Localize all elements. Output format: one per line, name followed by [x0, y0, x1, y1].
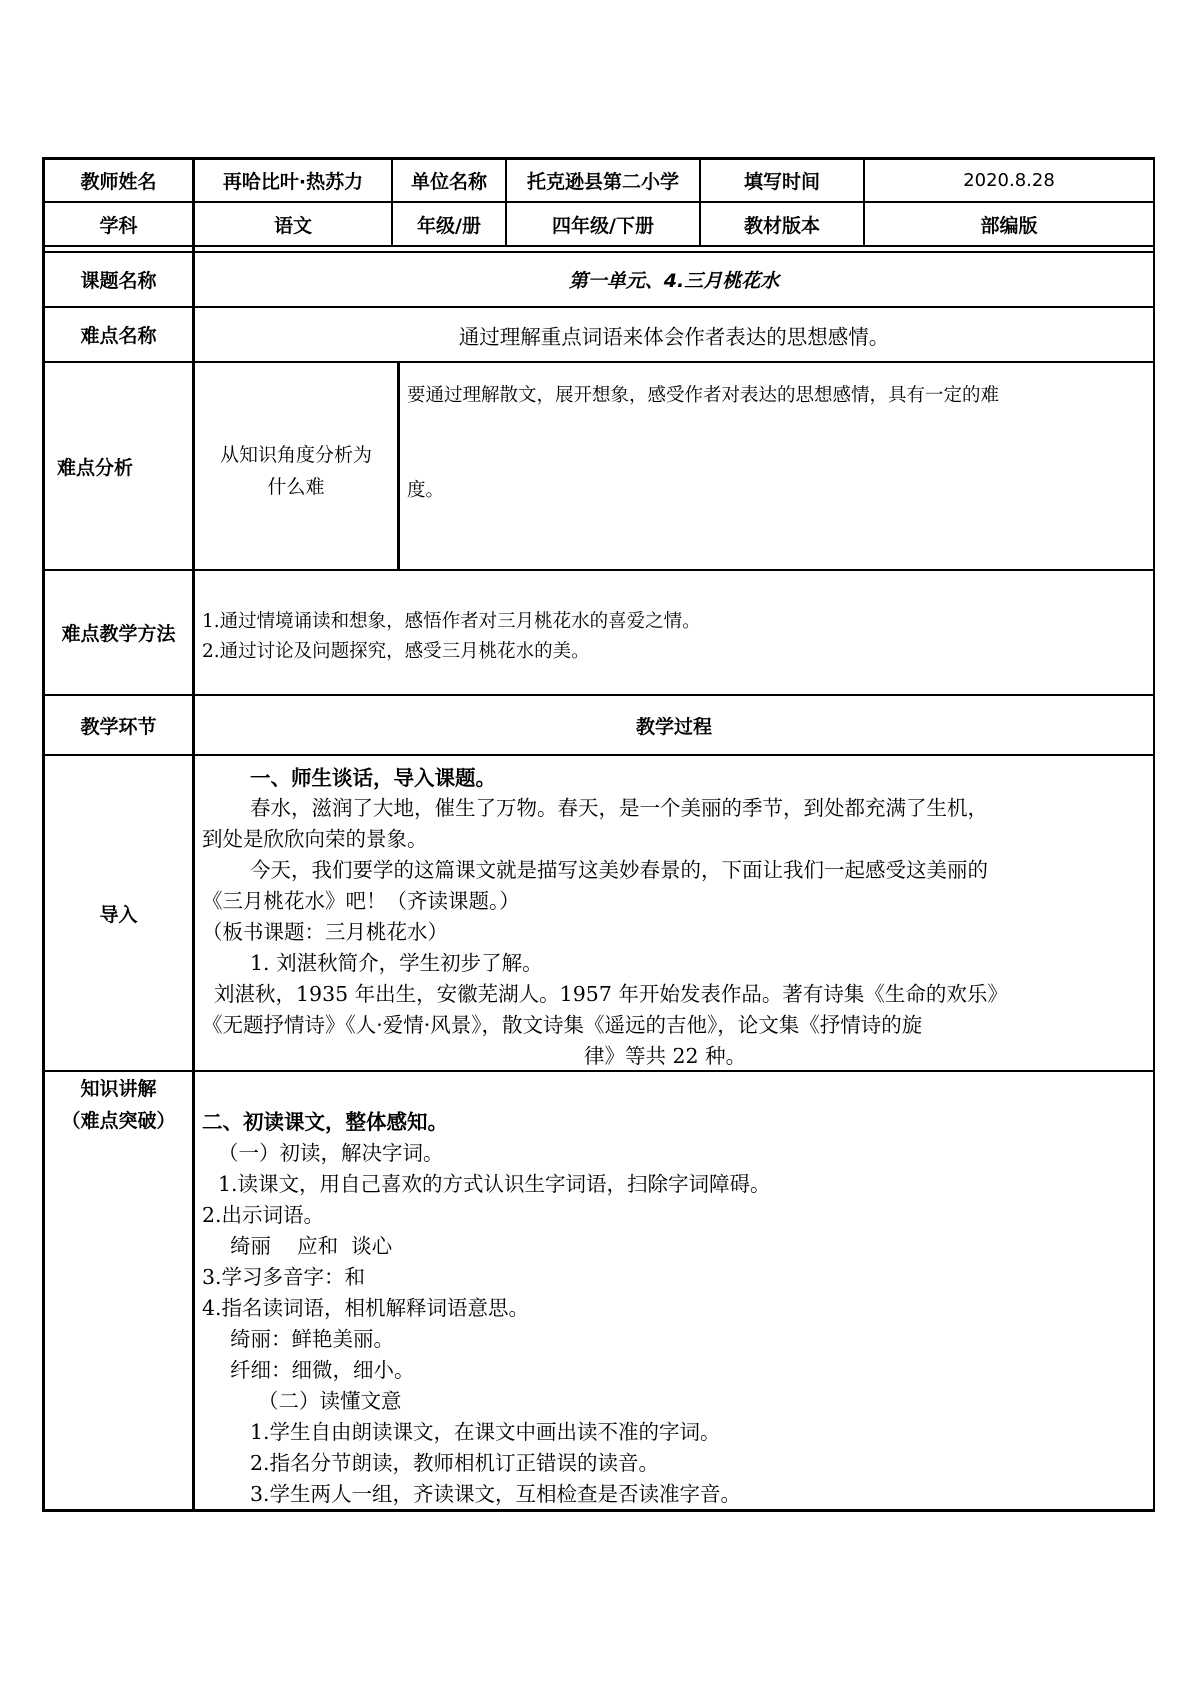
- knowledge-label-line1: 知识讲解: [80, 1078, 157, 1100]
- intro-heading: 一、师生谈话，导入课题。: [250, 766, 496, 790]
- intro-label: 导入: [99, 903, 138, 926]
- intro-line: 今天，我们要学的这篇课文就是描写这美妙春景的，下面让我们一起感受这美丽的: [250, 858, 988, 882]
- intro-line: 《三月桃花水》吧！（齐读课题。）: [202, 889, 520, 913]
- knowledge-line: （一）初读，解决字词。: [218, 1141, 444, 1165]
- intro-line: 1. 刘湛秋简介，学生初步了解。: [250, 951, 543, 975]
- analysis-text-line2: 度。: [407, 480, 445, 501]
- analysis-sub-label-line2: 什么难: [267, 476, 325, 498]
- methods-label: 难点教学方法: [61, 623, 176, 645]
- knowledge-line: （二）读懂文意: [258, 1389, 402, 1413]
- unit-name-label: 单位名称: [410, 171, 487, 193]
- knowledge-line: 纤细：细微，细小。: [230, 1358, 415, 1382]
- edition-label: 教材版本: [743, 214, 820, 237]
- date-value: 2020.8.28: [963, 170, 1055, 191]
- knowledge-label-line2: （难点突破）: [61, 1110, 176, 1132]
- knowledge-line: 绮丽 应和 谈心: [230, 1234, 393, 1258]
- grade-label: 年级/册: [417, 214, 481, 237]
- knowledge-line: 1.读课文，用自己喜欢的方式认识生字词语，扫除字词障碍。: [218, 1172, 771, 1196]
- analysis-label: 难点分析: [56, 456, 133, 479]
- teacher-name-value: 再哈比叶·热苏力: [222, 171, 364, 193]
- knowledge-heading: 二、初读课文，整体感知。: [202, 1110, 448, 1134]
- intro-line: 《无题抒情诗》《人·爱情·风景》，散文诗集《遥远的吉他》，论文集《抒情诗的旋: [202, 1013, 923, 1037]
- analysis-sub-label-line1: 从知识角度分析为: [219, 444, 372, 466]
- intro-line: 刘湛秋，1935 年出生，安徽芜湖人。1957 年开始发表作品。著有诗集《生命的欢乐》: [214, 982, 1008, 1006]
- difficulty-value: 通过理解重点词语来体会作者表达的思想感情。: [458, 324, 890, 349]
- subject-label: 学科: [99, 214, 138, 237]
- difficulty-label: 难点名称: [80, 325, 157, 347]
- knowledge-line: 2.出示词语。: [202, 1203, 325, 1227]
- stage-header: 教学环节: [80, 715, 157, 738]
- knowledge-line: 1.学生自由朗读课文，在课文中画出读不准的字词。: [250, 1420, 721, 1444]
- intro-line: 律》等共 22 种。: [584, 1044, 747, 1068]
- process-header: 教学过程: [635, 715, 712, 738]
- intro-line: （板书课题：三月桃花水）: [202, 920, 448, 944]
- teacher-name-label: 教师姓名: [80, 171, 157, 193]
- intro-line: 到处是欣欣向荣的景象。: [202, 827, 428, 851]
- unit-name-value: 托克逊县第二小学: [526, 171, 679, 193]
- intro-line: 春水，滋润了大地，催生了万物。春天，是一个美丽的季节，到处都充满了生机，: [250, 796, 988, 820]
- knowledge-line: 绮丽：鲜艳美丽。: [230, 1327, 394, 1351]
- knowledge-line: 3.学习多音字：和: [202, 1265, 366, 1289]
- grade-value: 四年级/下册: [552, 214, 654, 237]
- knowledge-line: 3.学生两人一组，齐读课文，互相检查是否读准字音。: [250, 1482, 742, 1506]
- knowledge-line: 4.指名读词语，相机解释词语意思。: [202, 1296, 530, 1320]
- methods-item-1: 1.通过情境诵读和想象，感悟作者对三月桃花水的喜爱之情。: [202, 611, 701, 632]
- edition-value: 部编版: [980, 214, 1038, 237]
- subject-value: 语文: [273, 214, 312, 237]
- topic-label: 课题名称: [80, 270, 157, 292]
- date-label: 填写时间: [743, 171, 820, 193]
- topic-value: 第一单元、4.三月桃花水: [568, 270, 780, 292]
- methods-item-2: 2.通过讨论及问题探究，感受三月桃花水的美。: [202, 641, 590, 662]
- knowledge-line: 2.指名分节朗读，教师相机订正错误的读音。: [250, 1451, 660, 1475]
- analysis-text-line1: 要通过理解散文，展开想象，感受作者对表达的思想感情，具有一定的难: [407, 385, 1000, 406]
